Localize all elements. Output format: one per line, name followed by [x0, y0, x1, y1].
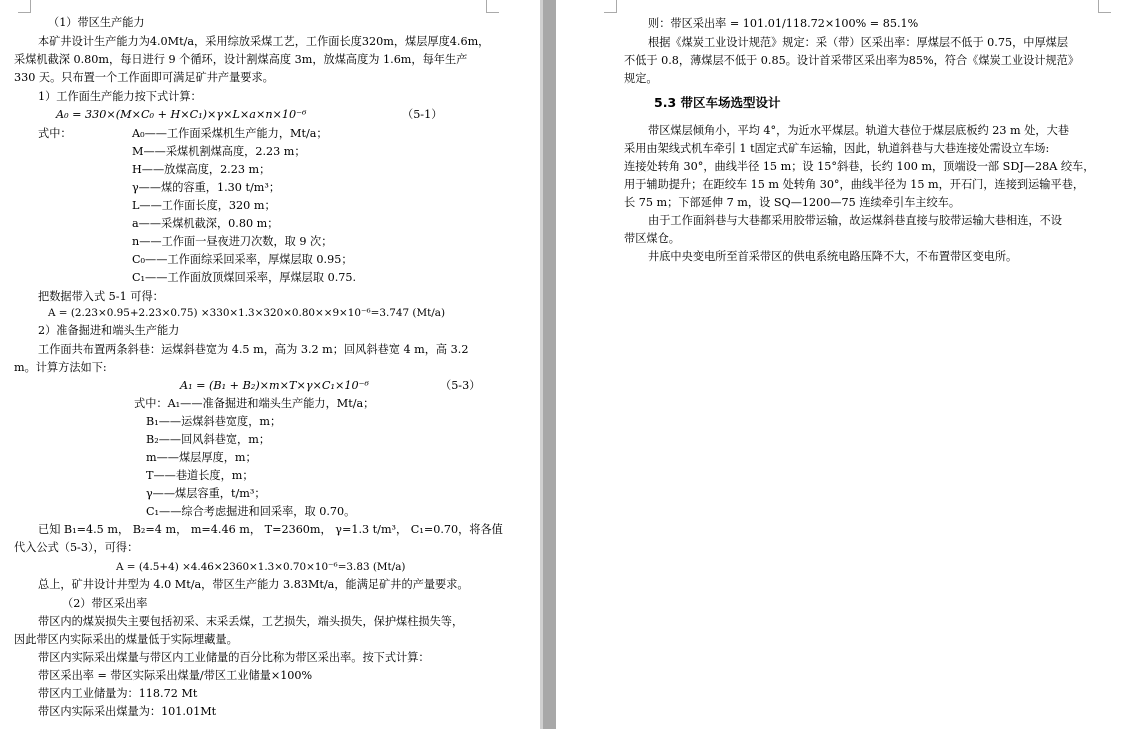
variable-definition: L——工作面长度，320 m；	[132, 199, 276, 212]
variable-definition: C₁——工作面放顶煤回采率，厚煤层取 0.75.	[132, 271, 357, 284]
paragraph-line: 用于辅助提升；在距绞车 15 m 处转角 30°，曲线半径为 15 m，开石门，连接到运输平巷，	[624, 178, 1085, 191]
variable-definition: C₁——综合考虑掘进和回采率，取 0.70。	[146, 505, 356, 518]
variable-definition: T——巷道长度，m；	[146, 469, 254, 482]
paragraph-line: 长 75 m；下部延伸 7 m，设 SQ—1200—75 连续牵引车主绞车。	[624, 196, 961, 209]
variable-definition: m——煤层厚度，m；	[146, 451, 257, 464]
page-gutter-edge	[540, 0, 543, 729]
page-corner-mark	[18, 0, 31, 13]
paragraph-line: 井底中央变电所至首采带区的供电系统电路压降不大，不布置带区变电所。	[648, 250, 1018, 263]
page-corner-mark	[604, 0, 617, 13]
subheading: 2）准备掘进和端头生产能力	[38, 324, 180, 337]
paragraph-line: 本矿井设计生产能力为4.0Mt/a，采用综放采煤工艺，工作面长度320m，煤层厚度4.6m，	[38, 35, 490, 48]
paragraph-line: 规定。	[624, 72, 658, 85]
section-heading: 5.3 带区车场选型设计	[654, 95, 781, 110]
paragraph-line: m。计算方法如下:	[14, 361, 107, 374]
variable-definition: M——采煤机割煤高度，2.23 m；	[132, 145, 306, 158]
paragraph-line: 带区内实际采出煤量为：101.01Mt	[38, 705, 217, 718]
paragraph-line: 带区内实际采出煤量与带区内工业储量的百分比称为带区采出率。按下式计算：	[38, 651, 430, 664]
variable-definition: B₂——回风斜巷宽，m；	[146, 433, 271, 446]
page-corner-mark	[1098, 0, 1111, 13]
paragraph-line: 带区内工业储量为：118.72 Mt	[38, 687, 198, 700]
paragraph-line: 带区煤层倾角小，平均 4°，为近水平煤层。轨道大巷位于煤层底板约 23 m 处，大巷	[648, 124, 1069, 137]
formula: A₁ = (B₁ + B₂)×m×T×γ×C₁×10⁻⁶	[180, 379, 369, 392]
paragraph-line: 采用由架线式机车牵引 1 t固定式矿车运输，因此，轨道斜巷与大巷连接处需设立车场:	[624, 142, 1050, 155]
subheading: 1）工作面生产能力按下式计算：	[38, 90, 202, 103]
variable-definition: B₁——运煤斜巷宽度，m；	[146, 415, 282, 428]
paragraph-line: 代入公式（5-3），可得：	[14, 541, 139, 554]
calculation-line: A = (4.5+4) ×4.46×2360×1.3×0.70×10⁻⁶=3.83 (Mt/a)	[116, 561, 406, 573]
paragraph-line: 330 天。只布置一个工作面即可满足矿井产量要求。	[14, 71, 274, 84]
paragraph-line: 总上，矿井设计井型为 4.0 Mt/a，带区生产能力 3.83Mt/a，能满足矿井的产量要求。	[38, 578, 469, 591]
variable-definition: γ——煤的容重，1.30 t/m³；	[132, 181, 281, 194]
variable-definition: A₀——工作面采煤机生产能力，Mt/a；	[132, 127, 328, 140]
paragraph-line: 不低于 0.8，薄煤层不低于 0.85。设计首采带区采出率为85%，符合《煤炭工业设计规范》	[624, 54, 1080, 67]
paragraph-line: 把数据带入式 5-1 可得：	[38, 290, 164, 303]
section-heading: （1）带区生产能力	[48, 16, 145, 29]
paragraph-line: 带区煤仓。	[624, 232, 680, 245]
paragraph-line: 根据《煤炭工业设计规范》规定：采（带）区采出率：厚煤层不低于 0.75，中厚煤层	[648, 36, 1069, 49]
equation-number: （5-1）	[402, 108, 443, 121]
page-corner-mark	[486, 0, 499, 13]
variable-definition: 式中：A₁——准备掘进和端头生产能力，Mt/a；	[134, 397, 375, 410]
where-label: 式中：	[38, 127, 72, 140]
variable-definition: n——工作面一昼夜进刀次数，取 9 次；	[132, 235, 333, 248]
document-page-right	[556, 0, 1122, 729]
variable-definition: a——采煤机截深，0.80 m；	[132, 217, 279, 230]
paragraph-line: 则：带区采出率 = 101.01/118.72×100% = 85.1%	[648, 17, 919, 30]
paragraph-line: 带区采出率 = 带区实际采出煤量/带区工业储量×100%	[38, 669, 313, 682]
paragraph-line: 连接处转角 30°，曲线半径 15 m；设 15°斜巷，长约 100 m，顶端设一部 SDJ—28A 绞车，	[624, 160, 1095, 173]
formula: A₀ = 330×(M×C₀ + H×C₁)×γ×L×a×n×10⁻⁶	[56, 108, 307, 121]
paragraph-line: 因此带区内实际采出的煤量低于实际埋藏量。	[14, 633, 238, 646]
variable-definition: C₀——工作面综采回采率，厚煤层取 0.95；	[132, 253, 353, 266]
calculation-line: A = (2.23×0.95+2.23×0.75) ×330×1.3×320×0.80××9×10⁻⁶=3.747 (Mt/a)	[48, 307, 446, 319]
paragraph-line: 由于工作面斜巷与大巷都采用胶带运输，故运煤斜巷直接与胶带运输大巷相连，不设	[648, 214, 1062, 227]
section-heading: （2）带区采出率	[62, 597, 148, 610]
document-page-left	[0, 0, 540, 729]
variable-definition: γ——煤层容重，t/m³；	[146, 487, 266, 500]
paragraph-line: 带区内的煤炭损失主要包括初采、末采丢煤，工艺损失，端头损失，保护煤柱损失等，	[38, 615, 464, 628]
paragraph-line: 工作面共布置两条斜巷：运煤斜巷宽为 4.5 m，高为 3.2 m；回风斜巷宽 4 m，高 3.2	[38, 343, 469, 356]
paragraph-line: 采煤机截深 0.80m，每日进行 9 个循环，设计割煤高度 3m，放煤高度为 1.6m，每年生产	[14, 53, 468, 66]
variable-definition: H——放煤高度，2.23 m；	[132, 163, 271, 176]
equation-number: （5-3）	[440, 379, 481, 392]
paragraph-line: 已知 B₁=4.5 m， B₂=4 m， m=4.46 m， T=2360m， γ=1.3 t/m³， C₁=0.70，将各值	[38, 523, 503, 536]
